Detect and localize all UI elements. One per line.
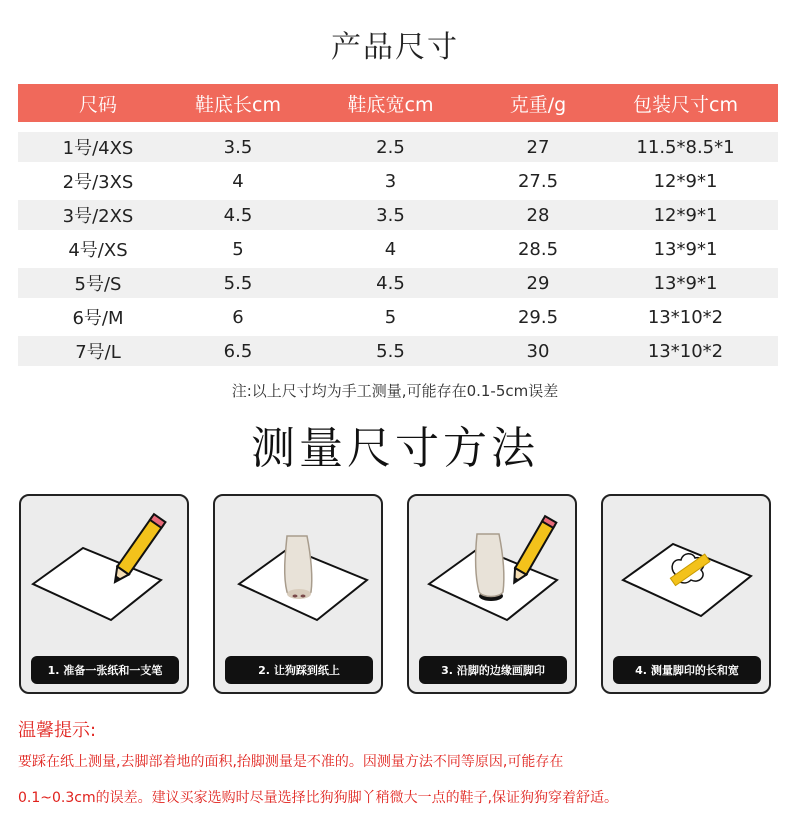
table-row — [18, 336, 778, 366]
cell-package: 13*9*1 — [653, 238, 718, 260]
step-label-1: 1. 准备一张纸和一支笔 — [31, 656, 179, 684]
step-label-4: 4. 测量脚印的长和宽 — [613, 656, 761, 684]
cell-package: 13*10*2 — [647, 306, 724, 328]
header-weight: 克重/g — [509, 93, 567, 116]
size-table — [18, 84, 778, 366]
cell-size: 3号/2XS — [62, 206, 134, 227]
cell-width: 2.5 — [376, 136, 405, 158]
cell-length: 5 — [232, 238, 244, 260]
cell-weight: 29 — [526, 272, 550, 294]
step-label-2: 2. 让狗踩到纸上 — [225, 656, 373, 684]
step-card-4 — [601, 494, 771, 694]
step-card-3 — [407, 494, 577, 694]
table-header — [18, 84, 778, 122]
measurement-note: 注:以上尺寸均为手工测量,可能存在0.1-5cm误差 — [231, 382, 559, 400]
cell-length: 6 — [232, 306, 244, 328]
tips-section — [18, 716, 778, 824]
table-row — [18, 132, 778, 162]
cell-length: 3.5 — [223, 136, 253, 158]
cell-size: 7号/L — [75, 342, 121, 363]
method-title: 测量尺寸方法 — [251, 423, 539, 474]
cell-weight: 28.5 — [517, 238, 559, 260]
tips-line-2: 0.1~0.3cm的误差。建议买家选购时尽量选择比狗狗脚丫稍微大一点的鞋子,保证狗狗穿着舒适。 — [18, 790, 619, 806]
cell-package: 13*9*1 — [653, 272, 718, 294]
header-sole-width: 鞋底宽cm — [347, 93, 434, 116]
measure-paw-print-icon — [603, 496, 769, 646]
table-row — [18, 268, 778, 298]
table-row — [18, 302, 778, 332]
cell-width: 5.5 — [376, 340, 405, 362]
tips-line-1: 要踩在纸上测量,去脚部着地的面积,抬脚测量是不准的。因测量方法不同等原因,可能存在 — [18, 754, 564, 770]
cell-width: 5 — [384, 306, 397, 328]
tips-title: 温馨提示: — [18, 720, 97, 741]
page-title: 产品尺寸 — [331, 30, 459, 65]
cell-width: 3.5 — [376, 204, 405, 226]
header-size: 尺码 — [78, 93, 117, 116]
cell-size: 2号/3XS — [62, 172, 134, 193]
table-body — [18, 132, 778, 366]
cell-length: 6.5 — [223, 340, 253, 362]
step-label-3: 3. 沿脚的边缘画脚印 — [419, 656, 567, 684]
table-row — [18, 234, 778, 264]
cell-weight: 30 — [526, 340, 550, 362]
table-row — [18, 200, 778, 230]
cell-size: 1号/4XS — [62, 138, 134, 159]
cell-length: 5.5 — [223, 272, 253, 294]
measurement-steps — [19, 494, 771, 694]
cell-weight: 29.5 — [517, 306, 559, 328]
cell-weight: 28 — [526, 204, 550, 226]
cell-length: 4.5 — [223, 204, 253, 226]
cell-size: 5号/S — [74, 274, 122, 295]
trace-paw-icon — [409, 496, 575, 646]
dog-paw-on-paper-icon — [215, 496, 381, 646]
cell-length: 4 — [232, 170, 244, 192]
cell-package: 12*9*1 — [653, 204, 718, 226]
cell-weight: 27.5 — [517, 170, 559, 192]
cell-size: 6号/M — [72, 308, 124, 329]
step-card-1 — [19, 494, 189, 694]
paper-pencil-icon — [21, 496, 187, 646]
cell-package: 12*9*1 — [653, 170, 718, 192]
cell-width: 4 — [384, 238, 397, 260]
cell-weight: 27 — [526, 136, 550, 158]
header-package: 包装尺寸cm — [633, 93, 738, 116]
header-sole-length: 鞋底长cm — [195, 93, 281, 116]
step-card-2 — [213, 494, 383, 694]
cell-width: 3 — [384, 170, 397, 192]
cell-package: 11.5*8.5*1 — [636, 136, 735, 158]
cell-package: 13*10*2 — [647, 340, 724, 362]
table-row — [18, 166, 778, 196]
cell-width: 4.5 — [376, 272, 405, 294]
cell-size: 4号/XS — [68, 240, 128, 261]
